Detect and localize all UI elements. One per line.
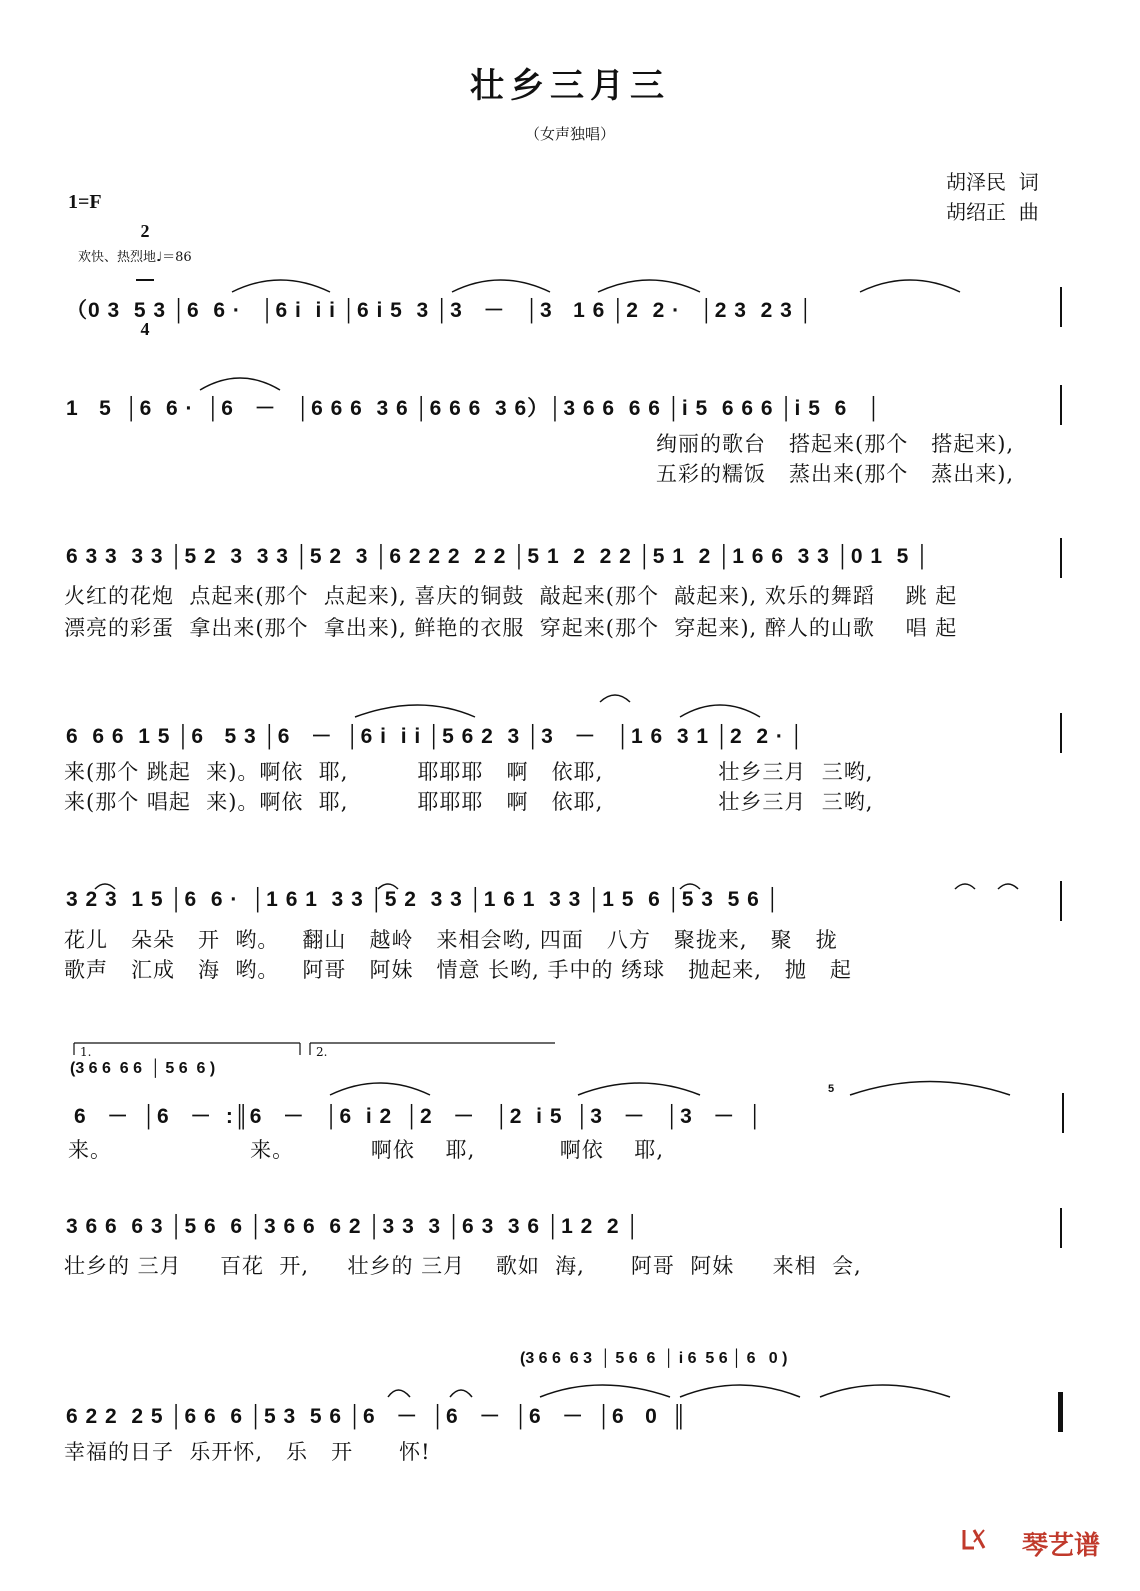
lyricist-credit: 胡泽民 词 [946,170,1039,194]
score-row-3-lyrics-verse1: 火红的花炮 点起来(那个 点起来), 喜庆的铜鼓 敲起来(那个 敲起来), 欢乐的舞蹈 跳 起 [64,584,958,608]
final-barline [1058,1392,1063,1432]
barline [1060,538,1062,578]
score-row-6-prefix: (3 6 6 6 6 │ 5 6 6 ) [70,1060,216,1077]
score-row-5-notes: 3 2 3 1 5 │6 6 · │1 6 1 3 3 │5 2 3 3 │1 6 1 3 3 │1 5 6 │5 3 5 6 │ [66,888,781,911]
score-row-2-lyrics-verse1: 绚丽的歌台 搭起来(那个 搭起来), [656,432,1015,456]
score-row-5-lyrics-verse1: 花儿 朵朵 开 哟。 翻山 越岭 来相会哟, 四面 八方 聚拢来, 聚 拢 [64,928,838,952]
score-row-2-notes: 1 5 │6 6 · │6 － │6 6 6 3 6 │6 6 6 3 6）│3 6 6 6 6 │i 5 6 6 6 │i 5 6 │ [66,397,882,420]
volta-2-label: 2. [316,1045,328,1059]
score-row-3-notes: 6 3 3 3 3 │5 2 3 3 3 │5 2 3 │6 2 2 2 2 2 │5 1 2 2 2 │5 1 2 │1 6 6 3 3 │0 1 5 │ [66,545,931,568]
score-row-3-lyrics-verse2: 漂亮的彩蛋 拿出来(那个 拿出来), 鲜艳的衣服 穿起来(那个 穿起来), 醉人的山歌 唱 起 [64,616,958,640]
watermark-text: 琴艺谱 [1021,1531,1100,1561]
score-row-1-notes: （0 3 5 3 │6 6 · │6 i i i │6 i 5 3 │3 － │3 1 6 │2 2 · │2 3 2 3 │ [66,299,814,322]
qinyipu-logo-icon [960,1524,990,1554]
score-row-7-lyrics: 壮乡的 三月 百花 开, 壮乡的 三月 歌如 海, 阿哥 阿妹 来相 会, [64,1254,862,1278]
barline [1060,713,1062,753]
barline [1060,881,1062,921]
score-row-4-notes: 6 6 6 1 5 │6 5 3 │6 － │6 i i i │5 6 2 3 │3 － │1 6 3 1 │2 2 · │ [66,725,805,748]
score-row-8-notes: 6 2 2 2 5 │6 6 6 │5 3 5 6 │6 － │6 － │6 － │6 0 ║ [66,1405,688,1428]
score-row-7-notes: 3 6 6 6 3 │5 6 6 │3 6 6 6 2 │3 3 3 │6 3 3 6 │1 2 2 │ [66,1215,641,1238]
tempo-marking: 欢快、热烈地♩＝86 [78,250,192,265]
volta-1-label: 1. [80,1045,92,1059]
score-row-6-notes: 6 － │6 － :║6 － │6 i 2 │2 － │2 i 5 │3 － │3 － │ [74,1105,764,1128]
barline [1062,1093,1064,1133]
key-signature: 1=F [68,191,102,213]
song-subtitle: （女声独唱） [524,125,615,143]
barline [1060,287,1062,327]
composer-credit: 胡绍正 曲 [946,200,1039,224]
barline [1060,385,1062,425]
score-row-4-lyrics-verse2: 来(那个 唱起 来)。啊依 耶, 耶耶耶 啊 依耶, 壮乡三月 三哟, [64,790,874,814]
score-row-8-lyrics: 幸福的日子 乐开怀, 乐 开 怀! [64,1440,431,1464]
time-signature-bottom: 4 [140,319,150,339]
score-row-8-prefix: (3 6 6 6 3 │ 5 6 6 │ i 6 5 6 │ 6 0 ) [520,1350,788,1367]
song-title: 壮乡三月三 [470,66,670,106]
score-row-4-lyrics-verse1: 来(那个 跳起 来)。啊依 耶, 耶耶耶 啊 依耶, 壮乡三月 三哟, [64,760,874,784]
grace-note: 5 [828,1083,835,1095]
time-signature-top: 2 [140,221,150,241]
barline [1060,1208,1062,1248]
score-row-6-lyrics: 来。 来。 啊依 耶, 啊依 耶, [68,1138,665,1162]
score-row-5-lyrics-verse2: 歌声 汇成 海 哟。 阿哥 阿妹 情意 长哟, 手中的 绣球 抛起来, 抛 起 [64,958,852,982]
score-row-2-lyrics-verse2: 五彩的糯饭 蒸出来(那个 蒸出来), [656,462,1015,486]
